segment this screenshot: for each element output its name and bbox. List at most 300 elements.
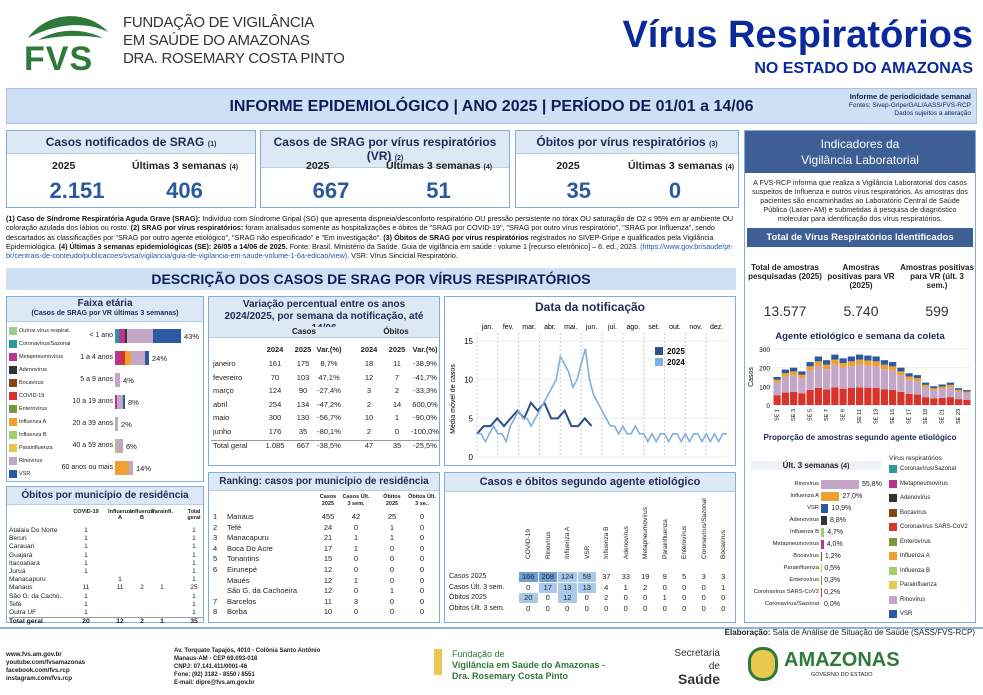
stacked-bar-segment	[930, 388, 937, 390]
total-title: Total de Vírus Respiratórios Identificados	[747, 228, 973, 247]
agent-category: Adenovírus	[622, 526, 630, 559]
prop-bar	[821, 516, 827, 525]
agent-row-label: Casos Últ. 3 sem.	[449, 583, 505, 591]
prop-category: Influenza A	[790, 493, 819, 499]
kpi-value-year: 35	[566, 178, 591, 203]
agent-category: Coronavírus/Sazonal	[700, 498, 708, 559]
table-row: 1 Manaus 455 42 25 0	[213, 512, 425, 521]
column-header: Óbitos 2025	[383, 494, 401, 507]
table-row: Juruá 1 1	[9, 567, 196, 575]
fvs-logo	[18, 10, 118, 76]
kpi-card	[6, 130, 256, 208]
stacked-bar-segment	[823, 389, 830, 405]
column-header: Casos Últ. 3 sem.	[342, 494, 370, 507]
kpi-positive-3w-value: 599	[925, 303, 949, 319]
prop-label: 10,9%	[831, 505, 852, 512]
column-header: Óbitos Últ. 3 se..	[408, 494, 436, 507]
prop-category: Rinovírus	[794, 481, 819, 487]
report-meta: Informe de periodicidade semanal Fontes: Sivep-Gripe/GAL/AASS/FVS-RCP Dados sujeitos a alteração	[848, 92, 971, 117]
table-row: 6 Eirunepé 12 0 0 0	[213, 564, 425, 574]
group-cases: Casos	[261, 327, 347, 336]
stacked-bar-segment	[840, 368, 847, 389]
column-header: Var.(%)	[412, 345, 438, 354]
age-pct: 43%	[184, 332, 200, 341]
stacked-bar-segment	[947, 387, 954, 397]
x-tick-label: SE 17	[906, 409, 913, 424]
agent-value: 4	[604, 582, 609, 592]
kpi-col-3w: Últimas 3 semanas (4)	[386, 160, 493, 172]
prop-label: 1,2%	[824, 553, 841, 560]
agent-value: 1	[662, 593, 667, 602]
prop-label: 0,2%	[824, 589, 841, 596]
y-tick-label: 0	[766, 403, 770, 410]
legend-swatch-icon	[889, 596, 897, 604]
agent-category: Influenza B	[603, 526, 610, 559]
stacked-bar-segment	[807, 362, 814, 366]
agent-value: 0	[682, 603, 687, 613]
kpi-samples-value: 13.577	[763, 303, 807, 319]
x-tick-label: jul.	[607, 324, 617, 331]
agent-value: 2	[604, 593, 609, 602]
table-row: Maués 12 1 0 0	[227, 575, 425, 585]
agent-category: Bocavírus	[720, 530, 727, 559]
y-tick-label: 15	[464, 337, 473, 346]
table-row: São G. da Cacho.. 1 1	[9, 592, 196, 600]
age-pct: 2%	[121, 420, 132, 429]
legend-swatch-icon	[9, 405, 17, 413]
legend-swatch-icon	[9, 457, 17, 465]
stacked-bar-segment	[881, 360, 888, 364]
stacked-bar-segment	[782, 393, 789, 405]
kpi-value-3w: 0	[668, 178, 682, 203]
table-row: 7 Barcelos 11 3 0 0	[213, 596, 425, 606]
stacked-bar-segment	[963, 392, 970, 393]
stacked-bar-segment	[782, 377, 789, 393]
guide-link[interactable]: (https://www.gov.br/saude/pt-br/centrais-de-conteudo/publicacoes/svsa/vigilancia/guia-de-vigilancia-em-saude-volume-1-6a-edicao/view)	[6, 241, 733, 261]
virus-legend-title: Vírus respiratórios	[889, 455, 942, 462]
legend-swatch-icon	[9, 353, 17, 361]
stacked-bar-segment	[963, 400, 970, 405]
agent-value: 0	[623, 593, 628, 602]
elaboration: Elaboração: Sala de Análise de Situação de Saúde (SASS/FVS-RCP)	[724, 628, 975, 637]
prop-category: VSR	[807, 505, 819, 511]
agent-value: 0	[545, 603, 550, 613]
table-row: Guajará 1 1	[9, 551, 196, 559]
table-row: São G. da Cachoeira 12 0 1 0	[227, 586, 425, 596]
agent-value: 0	[584, 603, 589, 613]
agent-value: 0	[701, 582, 706, 592]
gov-name: AMAZONAS GOVERNO DO ESTADO	[784, 649, 900, 678]
legend-item: Rinovírus	[889, 596, 925, 604]
variation-panel: Variação percentual entre os anos 2024/2025, por semana da notificação, até Casos Óbitos 2024 2025 Var.(%) 2024 2025 Var.(%) janeiro 161 175 8,7% 18 11 -38,9% fevereiro 70 103 47,1% 12 7 -41,7% março 124 90 -27,4% 3 2 -33,3% abril 254 134 -47,2% 2 14 600,0% maio 300 130 -56,7% 10 1 -90,0% junho 176 35 -80,1% 2 0 -100,0% Total geral 1.085 667 -38,5% 47 35 -25,5%	[208, 296, 440, 466]
table-row: Carauari 1 1	[9, 543, 196, 551]
agent-value: 37	[602, 572, 611, 581]
x-tick-label: jun.	[585, 324, 598, 331]
agent-category: Parainfluenza	[661, 519, 669, 559]
legend-item: Metapneumovírus	[889, 480, 948, 488]
stacked-bar-segment	[889, 390, 896, 405]
stacked-bar-segment	[782, 373, 789, 377]
agent-category: Rinovírus	[544, 531, 552, 559]
stacked-bar-segment	[897, 392, 904, 405]
address: Av. Torquato Tapajós, 4010 - Colônia Santo Antônio Manaus-AM - CEP 69.093-018 CNPJ: 07.141.411/0001-46 Fone: (92) 3182 - 8550 / 8551 E-mail: dipre@fvs.am.gov.br	[174, 648, 321, 686]
stacked-bar-segment	[889, 366, 896, 370]
stacked-bar-segment	[963, 393, 970, 400]
stacked-bar-segment	[955, 388, 962, 390]
social-links: www.fvs.am.gov.br youtube.com/fvsamazonas facebook.com/fvs.rcp instagram.com/fvs.rcp	[6, 651, 86, 682]
legend-item: Influenza B	[889, 567, 930, 575]
stacked-bar-segment	[897, 371, 904, 375]
prop-bar	[821, 528, 824, 537]
stacked-bar-segment	[873, 361, 880, 366]
stacked-bar-segment	[939, 387, 946, 389]
stacked-bar-segment	[807, 371, 814, 390]
prop-category: Adenovírus	[789, 517, 819, 523]
age-label: 20 a 39 anos	[72, 420, 113, 427]
kpi-positive: Amostras positivas para VR (2025)	[827, 263, 895, 290]
legend-swatch-icon	[9, 431, 17, 439]
fvs-footer-logo	[434, 649, 442, 675]
line-chart	[445, 315, 735, 465]
legend-swatch-icon	[9, 379, 17, 387]
legend-item: Adenovírus	[9, 366, 47, 374]
stacked-bar-segment	[897, 368, 904, 372]
stacked-bar-segment	[831, 365, 838, 388]
age-bar-segment	[127, 329, 153, 343]
x-tick-label: dez.	[709, 324, 724, 331]
legend-swatch-icon	[889, 581, 897, 589]
ranking-panel: Ranking: casos por município de residência Casos 2025 Casos Últ. 3 sem. Óbitos 2025 Óbitos Últ. 3 se.. 1 Manaus 455 42 25 0 2 Tefé 24 0 1 0 3 Manacapuru 21 1 1 0 4 Boca Do Acre 17 1 0 0 5 Tonantins 15 0 0 0 6 Eirunepé 12 0 0 0 Maués 12 1 0 0 São G. da Cachoeira 12 0 1 0 7 Barcelos 11 3 0 0 8 Borba 10 0 0 0	[208, 472, 440, 623]
agent-category: Influenza A	[564, 526, 571, 559]
stacked-bar-segment	[823, 365, 830, 369]
x-tick-label: nov.	[689, 324, 703, 331]
kpi-card	[515, 130, 739, 208]
prop-label: 27,0%	[842, 493, 863, 500]
stacked-bar-segment	[930, 398, 937, 405]
stacked-bar-segment	[873, 366, 880, 388]
legend-item: Coronavírus/Sazonal	[9, 340, 70, 348]
stacked-bar-segment	[782, 370, 789, 374]
prop-bar	[821, 540, 824, 549]
kpi-value-year: 667	[312, 178, 350, 203]
report-title: INFORME EPIDEMIOLÓGICO | ANO 2025 | PERÍODO DE 01/01 a 14/06	[229, 98, 754, 115]
legend-item: Bocavírus	[9, 379, 43, 387]
table-row: janeiro 161 175 8,7% 18 11 -38,9%	[213, 359, 437, 368]
stacked-bar-segment	[815, 366, 822, 388]
stacked-bar-segment	[848, 361, 855, 366]
stacked-bar-segment	[790, 368, 797, 372]
agent-value: 0	[721, 603, 726, 613]
x-tick-label: SE 13	[873, 409, 880, 424]
stacked-bar-segment	[939, 398, 946, 405]
table-row: Outra UF 1 1	[9, 608, 196, 616]
legend-swatch-icon	[889, 567, 897, 575]
kpi-card	[260, 130, 510, 208]
legend-item: Enterovírus	[9, 405, 47, 413]
agent-value: 166	[519, 572, 538, 582]
x-tick-label: SE 7	[824, 409, 831, 421]
stacked-bar-segment	[790, 392, 797, 405]
stacked-bar-segment	[881, 389, 888, 405]
fvs-footer-name: Fundação de Vigilância em Saúde do Amazonas - Dra. Rosemary Costa Pinto	[452, 649, 606, 681]
stacked-bar-segment	[963, 390, 970, 391]
legend-swatch-icon	[9, 340, 17, 348]
age-pct: 6%	[126, 442, 137, 451]
stacked-bar-segment	[930, 386, 937, 388]
weekly-stacked-chart	[745, 343, 975, 429]
agent-value: 0	[545, 593, 550, 602]
agent-value: 0	[662, 582, 667, 592]
agent-value: 0	[721, 593, 726, 602]
prop-bar	[821, 504, 828, 513]
age-bar-segment	[115, 373, 120, 387]
column-header: 2025	[388, 345, 406, 354]
age-label: 5 a 9 anos	[80, 376, 113, 383]
age-label: 60 anos ou mais	[61, 464, 113, 471]
notification-chart-panel: Data da notificação 0 5 10 15 jan. fev. mar. abr. mai. jun. jul. ago. set. out. nov. dez. Média móvel de casos 2025 2024	[444, 296, 736, 466]
stacked-bar-segment	[864, 360, 871, 365]
stacked-bar-segment	[922, 387, 929, 397]
stacked-bar-segment	[856, 355, 863, 360]
age-bar-segment	[115, 461, 129, 475]
stacked-bar-segment	[840, 389, 847, 405]
stacked-bar-segment	[881, 365, 888, 369]
age-label: 10 a 19 anos	[72, 398, 113, 405]
legend-swatch-icon	[9, 366, 17, 374]
age-pct: 8%	[128, 398, 139, 407]
legend-item: Parainfluenza	[889, 581, 937, 589]
agent-value: 0	[584, 593, 589, 602]
y-tick-label: 200	[759, 365, 770, 373]
y-axis-label: Casos	[748, 367, 755, 387]
prop-bar	[821, 480, 859, 489]
kpi-value-3w: 51	[426, 178, 451, 203]
footer	[0, 627, 983, 695]
agent-value: 124	[558, 572, 577, 582]
legend-item: Coronavírus/Sazonal	[889, 465, 956, 473]
stacked-bar-segment	[798, 393, 805, 405]
stacked-bar-segment	[831, 355, 838, 360]
kpi-col-3w: Últimas 3 semanas (4)	[628, 160, 735, 172]
column-header: Influenza A	[108, 509, 132, 521]
kpi-card-title: Casos de SRAG por vírus respiratórios (VR) (2)	[261, 131, 509, 168]
stacked-bar-segment	[914, 381, 921, 394]
definitions-note: (1) Caso de Síndrome Respiratória Aguda Grave (SRAG): Indivíduo com Síndrome Gripal (SG) que apresenta dispneia/desconforto respiratório OU pressão persistente no tórax OU saturação de O2 ≤ 95% em ar ambiente OU coloração azulada dos lábios ou rosto. (2) SRAG por vírus respiratórios: foram analisados somente as hospitalizações e óbitos de "SRAG por COVID-19", "SRAG por outro vírus respiratório", "SRAG por Influenza", sendo descartados as classificações por "SRAG por outro agente etiológico", "SRAG não especificado" e "Em investigação". (3) Óbitos de SRAG por vírus respiratórios registrados no SIVEP-Gripe e qualificados pela Vigilância Epidemiológica. (4) Últimas 3 semanas epidemiológicas (SE): 26/05 a 14/06 de 2025. Fonte: Brasil. Ministério da Saúde. Guia de vigilância em saúde : volume 1 [recurso eletrônico] – 6. ed., 2023. (https://www.gov.br/saude/pt-br/centrais-de-conteudo/publicacoes/svsa/vigilancia/guia-de-vigilancia-em-saude-volume-1-6a-edicao/view). VSR: Vírus Sincicial Respiratório.	[6, 214, 734, 261]
stacked-bar-segment	[873, 356, 880, 361]
stacked-bar-segment	[790, 375, 797, 392]
legend-swatch-icon	[9, 418, 17, 426]
column-header: Casos 2025	[319, 494, 337, 507]
age-bar-segment	[153, 329, 181, 343]
x-tick-label: abr.	[544, 324, 556, 331]
agent-value: 1	[623, 582, 628, 592]
org-name: FUNDAÇÃO DE VIGILÂNCIA EM SAÚDE DO AMAZONAS DRA. ROSEMARY COSTA PINTO	[123, 14, 345, 67]
agent-value: 12	[558, 593, 577, 603]
agent-value: 5	[682, 572, 687, 581]
legend-swatch-icon	[889, 509, 897, 517]
legend-swatch	[655, 358, 663, 366]
kpi-samples: Total de amostras pesquisadas (2025)	[748, 263, 822, 281]
stacked-bar-segment	[848, 366, 855, 388]
table-row: Manaus 11 11 2 1 25	[9, 584, 198, 592]
stacked-bar-segment	[906, 373, 913, 376]
legend-item: Adenovírus	[889, 494, 930, 502]
column-header: Parainfl.	[151, 509, 173, 515]
stacked-bar-segment	[922, 397, 929, 405]
agent-row-label: Óbitos Últ. 3 sem.	[449, 604, 505, 612]
agent-category: VSR	[583, 545, 591, 559]
legend-item: VSR	[9, 470, 30, 478]
column-header: 2024	[266, 345, 284, 354]
agent-value: 0	[682, 582, 687, 592]
kpi-col-year: 2025	[306, 160, 330, 172]
stacked-bar-segment	[955, 390, 962, 392]
legend-item: Coronavírus SARS-CoV2	[889, 523, 968, 531]
legend-item: Rinovírus	[9, 457, 42, 465]
agent-value: 9	[662, 572, 667, 581]
legend-swatch-icon	[889, 480, 897, 488]
lab-text: A FVS-RCP informa que realiza a Vigilância Laboratorial dos casos suspeitos de Influenza e outros vírus respiratórios. As amostras dos pacientes são encaminhadas ao Laboratório Central de Saúde Pública (Lacen-AM) e submetidas à pesquisa de diagnóstico molecular para identificação dos vírus respiratórios.	[752, 178, 968, 223]
x-tick-label: fev.	[502, 324, 514, 331]
table-row: Beruri 1 1	[9, 535, 196, 543]
legend-item: COVID-19	[9, 392, 44, 400]
x-tick-label: SE 11	[857, 409, 864, 424]
legend-swatch	[655, 347, 663, 355]
agent-value: 0	[701, 593, 706, 602]
legend-item: Influenza A	[9, 418, 46, 426]
prop-label: 4,7%	[827, 529, 844, 536]
kpi-value-year: 2.151	[49, 178, 105, 203]
y-tick-label: 100	[759, 384, 770, 392]
column-header: Influenza B	[130, 509, 154, 521]
legend-label: 2024	[667, 358, 685, 367]
prop-label: 0,0%	[824, 601, 840, 608]
agent-panel: Casos e óbitos segundo agente etiológico COVID-19 Rinovírus Influenza A VSR Influenza B Adenovírus Metapneumovírus Parainfluenza Enterovírus Coronavírus/Sazonal Bocavírus Casos 2025 166 208 124 59 37 33 19 9 5 3 3 Casos Últ. 3 sem. 0 17 13 13 4 1 2 0 0 0 1 Óbitos 2025 20 0 12 0 2 0 0 1 0 0 0 Óbitos Últ. 3 sem. 0 0 0 0 0 0 0 0 0 0 0	[444, 472, 736, 623]
page-subtitle: NO ESTADO DO AMAZONAS	[754, 60, 973, 77]
kpi-value-3w: 406	[166, 178, 203, 203]
stacked-bar-segment	[930, 390, 937, 398]
legend-item: Metapneumovírus	[9, 353, 63, 361]
kpi-positive-3w: Amostras positivas para VR (últ. 3 sem.)	[900, 263, 974, 290]
table-row: 3 Manacapuru 21 1 1 0	[213, 533, 425, 543]
stacked-bar-segment	[807, 390, 814, 405]
stacked-bar-segment	[947, 385, 954, 387]
stacked-bar-segment	[947, 383, 954, 385]
state-crest-icon	[748, 647, 778, 681]
stacked-bar-segment	[922, 385, 929, 387]
logo-text: FVS	[24, 40, 94, 78]
age-pct: 4%	[123, 376, 134, 385]
age-bar-segment	[117, 439, 123, 453]
legend-swatch-icon	[889, 610, 897, 618]
stacked-bar-segment	[840, 363, 847, 368]
x-tick-label: out.	[669, 324, 681, 331]
table-row: 4 Boca Do Acre 17 1 0 0	[213, 543, 425, 553]
table-row: fevereiro 70 103 47,1% 12 7 -41,7%	[213, 372, 437, 382]
prop-category: Coronavírus SARS-CoV2	[753, 589, 819, 595]
agent-value: 13	[578, 583, 597, 593]
x-tick-label: SE 5	[807, 409, 814, 421]
lab-title: Indicadores da Vigilância Laboratorial	[745, 131, 975, 173]
legend-swatch-icon	[9, 392, 17, 400]
stacked-bar-segment	[955, 399, 962, 405]
legend-item: Outros vírus respirat.	[9, 327, 70, 335]
stacked-bar-segment	[914, 375, 921, 378]
age-bar-segment	[145, 351, 149, 365]
legend-item: Influenza A	[889, 552, 930, 560]
table-row: abril 254 134 -47,2% 2 14 600,0%	[213, 399, 438, 409]
legend-swatch-icon	[889, 523, 897, 531]
age-label: 40 a 59 anos	[72, 442, 113, 449]
prop-label: 0,5%	[824, 565, 841, 572]
deaths-by-city-panel: Óbitos por município de residência COVID-19 Influenza A Influenza B Parainfl. Total geral Atalaia Do Norte 1 1 Beruri 1 1 Carauari 1 1 Guajará 1 1 Itacoatiara 1 1 Juruá 1 1 Manacapuru 1 1 Manaus 11 11 2 1 25 São G. da Cacho.. 1 1 Tefé 1 1 Outra UF 1 1 Total geral 20 12 2 1 35	[6, 486, 204, 623]
table-row: junho 176 35 -80,1% 2 0 -100,0%	[213, 426, 439, 436]
stacked-bar-segment	[873, 388, 880, 405]
legend-item: Influenza B	[9, 431, 47, 439]
agent-value: 0	[682, 593, 687, 602]
column-header: Var.(%)	[316, 345, 342, 354]
agent-value: 3	[721, 572, 726, 581]
stacked-bar-segment	[807, 366, 814, 370]
agent-row-label: Óbitos 2025	[449, 594, 487, 601]
x-tick-label: jan.	[481, 324, 494, 331]
legend-item: Parainfluenza	[9, 444, 53, 452]
total-row: Total geral 1.085 667 -38,5% 47 35 -25,5%	[211, 440, 439, 453]
stacked-bar-segment	[864, 365, 871, 387]
stacked-bar-segment	[897, 375, 904, 392]
agent-value: 20	[519, 593, 538, 603]
x-tick-label: mai.	[564, 324, 578, 331]
agent-value: 0	[526, 603, 531, 613]
prop-category: Parainfluenza	[783, 565, 819, 571]
agent-value: 0	[623, 603, 628, 613]
legend-swatch-icon	[9, 470, 17, 478]
prop-category: Metapneumovírus	[772, 541, 819, 547]
stacked-bar-segment	[840, 358, 847, 363]
kpi-positive-value: 5.740	[843, 303, 879, 319]
stacked-bar-segment	[906, 394, 913, 405]
stacked-bar-segment	[848, 388, 855, 405]
stacked-bar-segment	[831, 387, 838, 405]
stacked-bar-segment	[856, 365, 863, 388]
kpi-col-3w: Últimas 3 semanas (4)	[132, 160, 239, 172]
stacked-bar-segment	[790, 371, 797, 375]
age-bar-segment	[129, 461, 133, 475]
prop-category: Enterovírus	[789, 577, 819, 583]
table-row: 5 Tonantins 15 0 0 0	[213, 554, 425, 564]
x-tick-label: ago.	[626, 324, 641, 331]
agent-value: 59	[578, 572, 597, 582]
stacked-bar-segment	[856, 387, 863, 405]
legend-item: Bocavírus	[889, 509, 927, 517]
x-tick-label: SE 3	[791, 409, 798, 421]
column-header: Total geral	[187, 509, 201, 521]
table-row: 8 Borba 10 0 0 0	[213, 607, 425, 617]
y-tick-label: 10	[464, 375, 473, 385]
legend-swatch-icon	[9, 444, 17, 452]
stacked-bar-segment	[823, 360, 830, 364]
stacked-bar-segment	[922, 383, 929, 385]
prop-category: Coronavírus/Sazonal	[764, 601, 819, 607]
table-row: março 124 90 -27,4% 3 2 -33,3%	[213, 386, 437, 395]
stacked-bar-segment	[774, 377, 781, 380]
stacked-bar-segment	[848, 356, 855, 361]
stacked-bar-segment	[831, 360, 838, 365]
stacked-bar-segment	[798, 375, 805, 378]
table-row: Tefé 1 1	[9, 600, 196, 608]
prop-chart-title: Proporção de amostras segundo agente etiológico	[763, 433, 957, 442]
agent-value: 1	[721, 582, 726, 592]
